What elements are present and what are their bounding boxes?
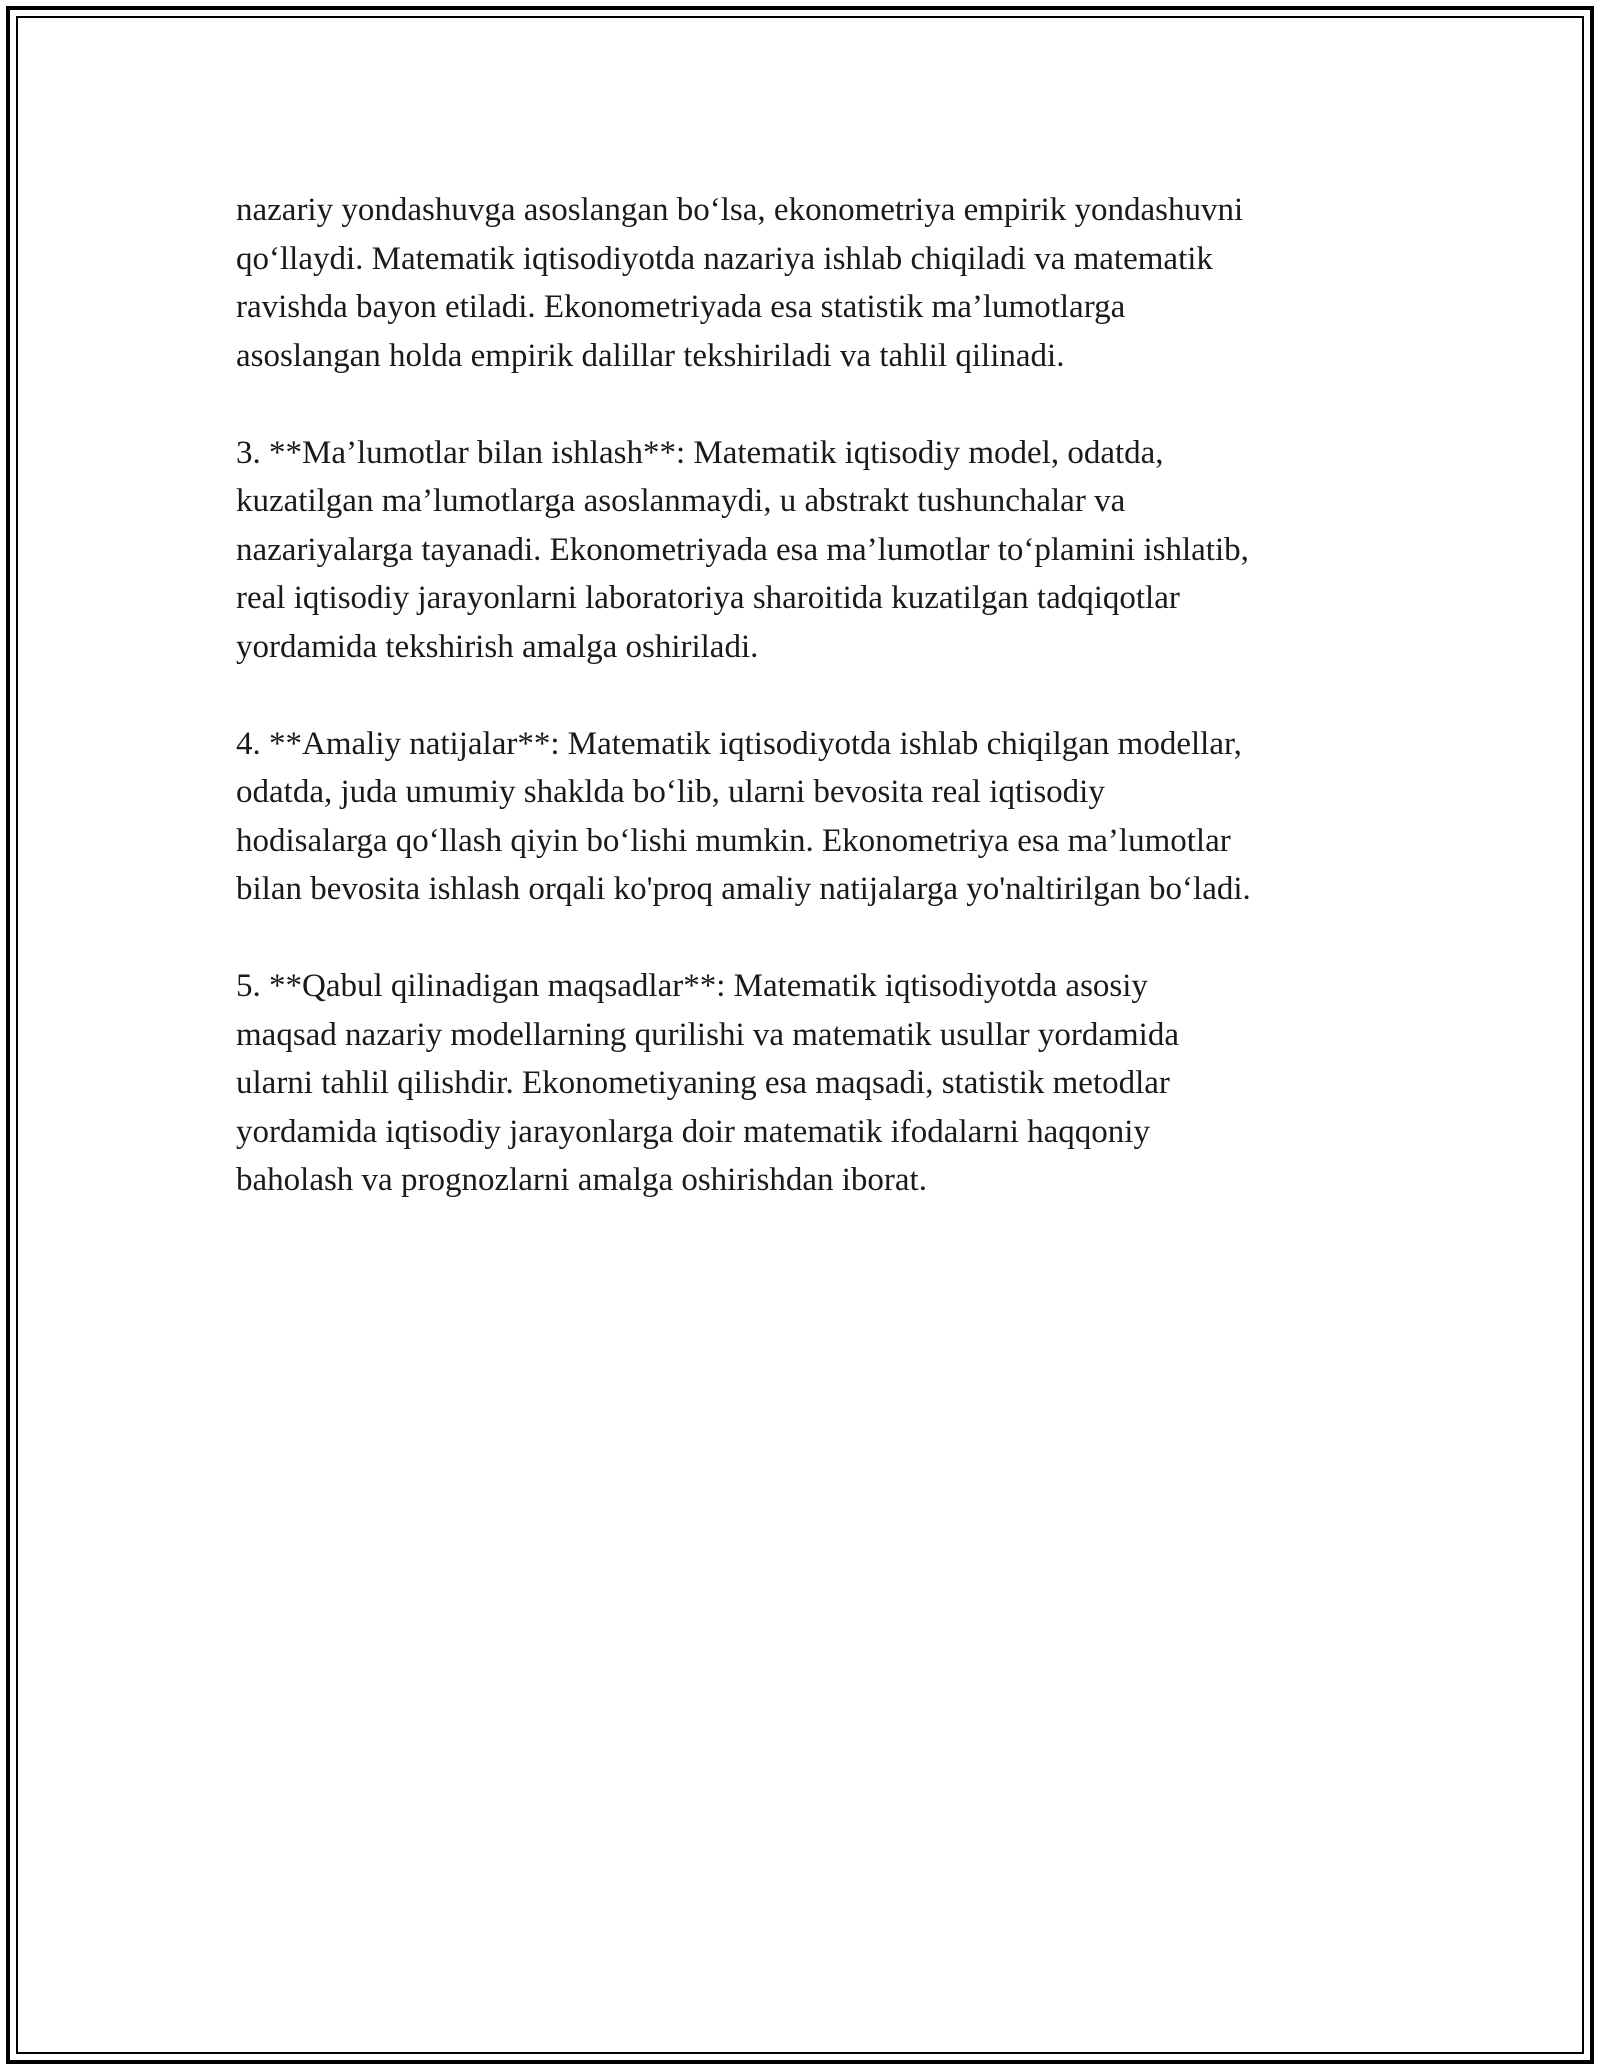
text-line: odatda, juda umumiy shaklda bo‘lib, ularni bevosita real iqtisodiy: [236, 774, 1105, 810]
paragraph-point-5: [236, 962, 1386, 1205]
text-line: asoslangan holda empirik dalillar tekshiriladi va tahlil qilinadi.: [236, 337, 1065, 374]
paragraph-intro-continuation: [236, 186, 1386, 380]
text-line: nazariy yondashuvga asoslangan bo‘lsa, ekonometriya empirik yondashuvni: [236, 192, 1244, 228]
text-line: 3. **Ma’lumotlar bilan ishlash**: Matematik iqtisodiy model, odatda,: [236, 434, 1164, 471]
text-line: nazariyalarga tayanadi. Ekonometriyada esa ma’lumotlar to‘plamini ishlatib,: [236, 531, 1249, 568]
text-line: kuzatilgan ma’lumotlarga asoslanmaydi, u abstrakt tushunchalar va: [236, 483, 1126, 519]
text-line: hodisalarga qo‘llash qiyin bo‘lishi mumkin. Ekonometriya esa ma’lumotlar: [236, 822, 1231, 859]
text-line: bilan bevosita ishlash orqali ko'proq amaliy natijalarga yo'naltirilgan bo‘ladi.: [236, 871, 1251, 907]
text-line: 5. **Qabul qilinadigan maqsadlar**: Matematik iqtisodiyotda asosiy: [236, 968, 1148, 1004]
text-line: yordamida iqtisodiy jarayonlarga doir matematik ifodalarni haqqoniy: [236, 1113, 1150, 1150]
paragraph-point-4: [236, 720, 1386, 914]
text-line: qo‘llaydi. Matematik iqtisodiyotda nazariya ishlab chiqiladi va matematik: [236, 240, 1213, 277]
text-line: ravishda bayon etiladi. Ekonometriyada esa statistik ma’lumotlarga: [236, 289, 1126, 325]
text-line: yordamida tekshirish amalga oshiriladi.: [236, 628, 759, 665]
text-line: 4. **Amaliy natijalar**: Matematik iqtisodiyotda ishlab chiqilgan modellar,: [236, 725, 1242, 762]
text-line: real iqtisodiy jarayonlarni laboratoriya sharoitida kuzatilgan tadqiqotlar: [236, 580, 1180, 616]
text-line: baholash va prognozlarni amalga oshirishdan iborat.: [236, 1162, 927, 1198]
text-line: maqsad nazariy modellarning qurilishi va matematik usullar yordamida: [236, 1016, 1179, 1053]
paragraph-point-3: [236, 429, 1386, 672]
document-body: [236, 186, 1386, 1253]
text-line: ularni tahlil qilishdir. Ekonometiyaning esa maqsadi, statistik metodlar: [236, 1065, 1170, 1101]
